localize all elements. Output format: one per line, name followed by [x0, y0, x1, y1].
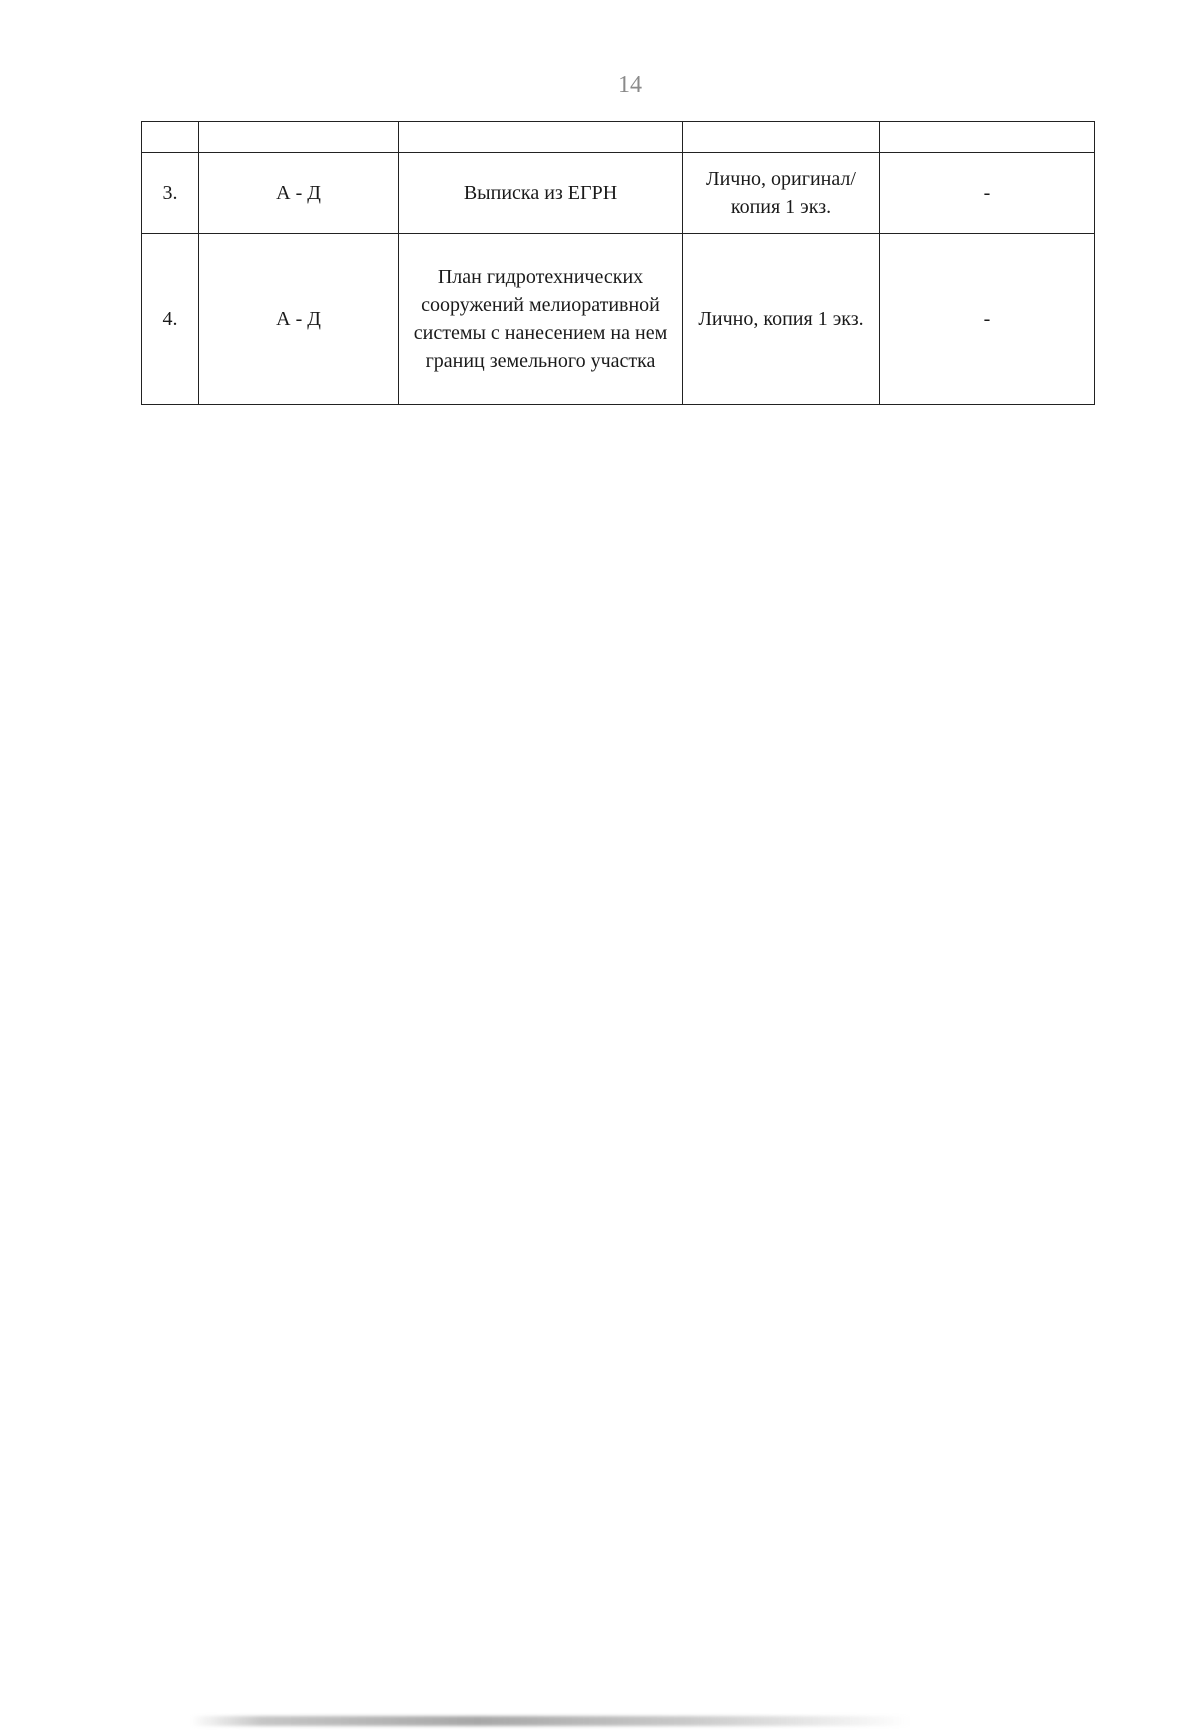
table-row: [142, 234, 1095, 405]
header-cell: [399, 122, 683, 153]
row-code: А - Д: [199, 153, 399, 234]
header-cell: [142, 122, 199, 153]
row-number: 3.: [142, 153, 199, 234]
row-method: Лично, оригинал/копия 1 экз.: [683, 153, 880, 234]
page-number: 14: [618, 72, 642, 98]
row-document: Выписка из ЕГРН: [399, 153, 683, 234]
header-cell: [199, 122, 399, 153]
row-method: Лично, копия 1 экз.: [683, 234, 880, 405]
table-row: [142, 153, 1095, 234]
row-note: -: [880, 153, 1095, 234]
scan-artifact: [190, 1716, 910, 1726]
row-document: План гидротехнических сооружений мелиоративной системы с нанесением на нем границ земельного участка: [399, 234, 683, 405]
row-code: А - Д: [199, 234, 399, 405]
row-number: 4.: [142, 234, 199, 405]
header-cell: [880, 122, 1095, 153]
header-cell: [683, 122, 880, 153]
row-note: -: [880, 234, 1095, 405]
documents-table: [141, 121, 1095, 405]
table-header-row: [142, 122, 1095, 153]
